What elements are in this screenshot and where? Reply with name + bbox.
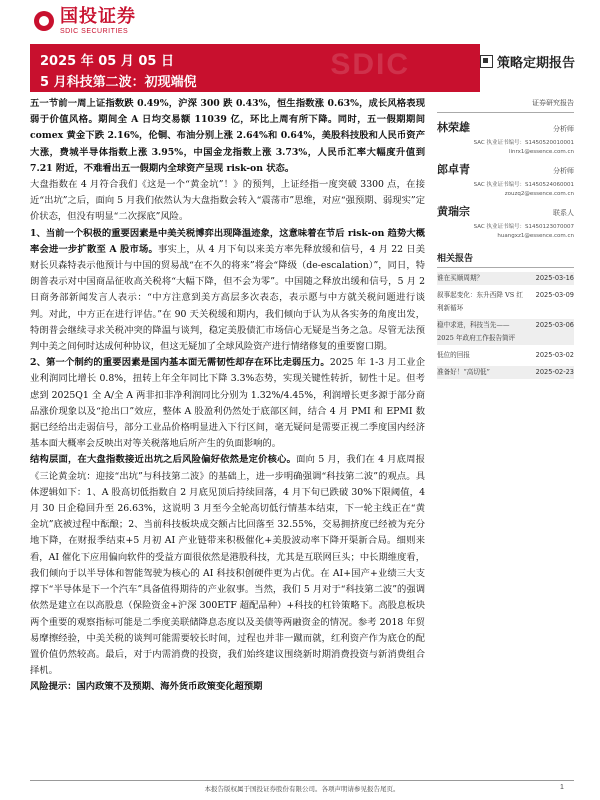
paragraph-fundamentals: 2、第一个制约的重要因素是国内基本面无需韧性却存在环比走弱压力。2025 年 1-3 月工业企业利润同比增长 0.8%，扭转上年全年同比下降 3.3%态势，实现关键性转折，韧性十足。但考虑到 2025Q1 全 A/全 A 两非扣非净利润同比分别为 1.32%/4.45%，利润增长更多源于部分商品涨价现象以及“抢出口”效应，整体 A 股盈利仍然处于底部区间，结合 4 月 PMI 和 EPMI 数据已经给出走弱信号，部分工业品价格明显进入下行区间，毫无疑问是需要正视二季度国内经济基本面大概率会反映出对等关税落地后所产生的负面影响的。: [30, 357, 425, 450]
related-report-title: 叙事起变化：东升西降 VS 红利新循环: [437, 291, 524, 312]
analyst-name: 林荣雄: [437, 121, 470, 134]
paragraph-summary: 五一节前一周上证指数跌 0.49%，沪深 300 跌 0.43%，恒生指数涨 0.63%，成长风格表现弱于价值风格。期间全 A 日均交易额 11039 亿，环比上周有所下降。同时，五一假期期间 comex 黄金下跌 2.16%，伦铜、布油分别上涨 2.64%和 0.64%，美股科技股和人民币资产大涨，费城半导体指数上涨 3.95%，中国金龙指数上涨 3.73%，人民币汇率大幅度升值到 7.21 附近，不难看出五一假期内全球资产呈现 risk-on 状态。: [30, 98, 425, 174]
analyst-role: 联系人: [553, 209, 574, 217]
report-type-icon: [480, 55, 493, 68]
analyst-card: [437, 119, 574, 155]
related-report-date: 2025-03-02: [535, 351, 574, 359]
related-report-item[interactable]: [437, 349, 574, 362]
banner-watermark: SDIC: [330, 48, 410, 81]
analyst-cert: SAC 执业证书编号：S1450520010001: [473, 140, 574, 146]
analyst-role: 分析师: [553, 125, 574, 133]
section-label: 证券研究报告: [437, 98, 574, 113]
brand-name-en: SDIC SECURITIES: [60, 27, 129, 35]
analyst-cert: SAC 执业证书编号：S1450524060001: [473, 182, 574, 188]
report-title: 5 月科技第二波：初现端倪: [40, 75, 197, 90]
main-body: [30, 96, 425, 696]
report-date: 2025 年 05 月 05 日: [40, 54, 174, 69]
related-report-title: 稳中求进，科技当先——2025 年政府工作报告简评: [437, 321, 516, 342]
analyst-role: 分析师: [553, 167, 574, 175]
analyst-name: 黄瑞宗: [437, 205, 470, 218]
brand-logo: [34, 6, 136, 36]
analyst-email[interactable]: linrx1@essence.com.cn: [508, 149, 574, 155]
footer-divider: [30, 780, 574, 781]
analyst-email[interactable]: zouzq2@essence.com.cn: [504, 191, 574, 197]
brand-logo-icon: [34, 11, 54, 31]
related-report-title: 谁在买顺周期？: [437, 274, 484, 282]
analyst-email[interactable]: huangxz1@essence.com.cn: [497, 233, 574, 239]
paragraph-outlook: 大盘指数在 4 月符合我们《这是一个“黄金坑”！》的预判，上证经指一度突破 3300 点，在接近“出坑”之后，面向 5 月我们依然认为大盘指数会转入“震荡市”思维，对应“强预期、弱现实”定价状态，但没有明显“二次探底”风险。: [30, 179, 425, 223]
related-report-item[interactable]: [437, 366, 574, 379]
page-number: 1: [560, 784, 564, 791]
related-report-title: 准备好！“高切低”: [437, 368, 490, 376]
related-report-date: 2025-02-23: [535, 368, 574, 376]
brand-name-cn: 国投证券: [60, 5, 136, 27]
related-report-item[interactable]: [437, 319, 574, 345]
report-type: [480, 52, 600, 71]
risk-note: 风险提示：国内政策不及预期、海外货币政策变化超预期: [30, 681, 263, 693]
related-report-date: 2025-03-09: [535, 291, 574, 299]
related-report-item[interactable]: [437, 272, 574, 285]
analyst-card: [437, 203, 574, 239]
related-report-date: 2025-03-16: [535, 274, 574, 282]
footer-disclaimer: 本报告版权属于国投证券股份有限公司。各项声明请参见报告尾页。: [204, 785, 400, 793]
paragraph-structure: 结构层面，在大盘指数接近出坑之后风险偏好依然是定价核心。面向 5 月，我们在 4 月底周报《三论黄金坑：迎接“出坑”与科技第二波》的基础上，进一步明确强调“科技第二波”的观点。具体逻辑如下：1、A 股高切低指数自 2 月底见顶后持续回落，4 月下旬已跌破 30%下限阈值，4 月 30 日企稳回升至 26.63%，这说明 3 月至今全轮高切低行情基本结束，下一轮主线正在“黄金坑”底被过程中酝酿；2、当前科技板块成交额占比回落至 32.55%，交易拥挤度已经被为充分地下降，在财报季结束+5 月初 AI 产业链带来积极催化+美股波动率下降开渠新合局。细则来看，AI 催化下应用偏向软件的受益方面很依然是港股科技，尤其是互联网巨头；中长期维度看，我们倾向于以半导体和智能驾驶为核心的 AI 科技积创硬件更为占优。在 AI+国产+业绩三大支撑下“半导体是下一个汽车”具备值得期待的产业叙事。当然，我们 5 月对于“科技第二波”的强调依然是建立在以高股息（保险资金+沪深 300ETF 超配品种）+科技的杠铃策略下。高股息板块两个重要的观察指标可能是二季度美联储降息态度以及美债等两融资金的情况。参考 2018 年贸易摩擦经验，中美关税的谈判可能需要较长时间，过程也并非一蹴而就，红利资产作为底仓的配置价值仍然较高。最后，对于内需消费的投资，我们始终建议围绕新时期消费投资与新消费组合择机。: [30, 454, 425, 677]
sidebar: [437, 96, 574, 379]
related-report-date: 2025-03-06: [535, 321, 574, 329]
analyst-cert: SAC 执业证书编号：S1450123070007: [473, 224, 574, 230]
analyst-card: [437, 161, 574, 197]
analyst-name: 郎卓青: [437, 163, 470, 176]
paragraph-trade: 1、当前一个积极的重要因素是中美关税博弈出现降温迹象，这意味着在节后 risk-on 趋势大概率会进一步扩散至 A 股市场。事实上，从 4 月下旬以来美方率先释放缓和信号，4 月 22 日美财长贝森特表示他预计与中国的贸易战“在不久的将来”将会“降级（de-escalation）”，同日，特朗普表示对中国商品征收高关税将“大幅下降，但不会为零”。中国随之释放出缓和信号，5 月 2 日商务部新闻发言人表示：“中方注意到美方高层多次表态，表示愿与中方就关税问题进行谈判。对此，中方正在进行评估。”在 90 天关税缓和期内，我们倾向于认为从各实务的角度出发，特朗普会继续寻求关税冲突的降温与谈判，稳定美股债汇市场信心无疑是当务之急。尽管无法预判中美之间何时达成何种协议，但这无疑加了全球风险资产进行情绪修复的重要窗口期。: [30, 227, 426, 353]
related-report-title: 低位的回报: [437, 351, 470, 359]
title-banner: [30, 44, 480, 92]
report-type-label: 策略定期报告: [497, 56, 576, 71]
related-report-item[interactable]: [437, 289, 574, 315]
related-reports-heading: 相关报告: [437, 251, 574, 268]
